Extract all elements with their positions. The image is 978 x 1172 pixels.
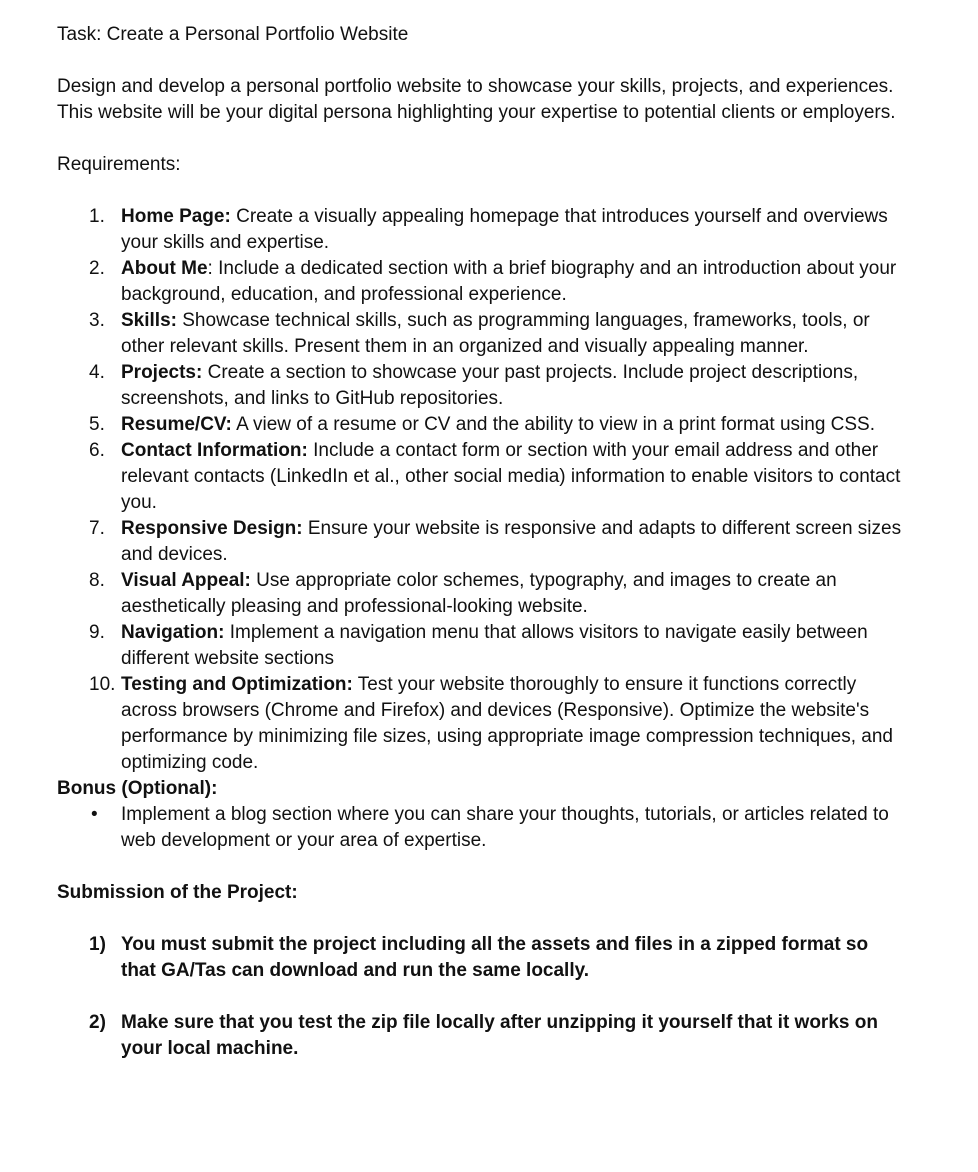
- requirement-item: [57, 204, 907, 256]
- item-number: 6.: [89, 440, 105, 461]
- item-number: 2.: [89, 258, 105, 279]
- document-title: Task: Create a Personal Portfolio Website: [57, 24, 409, 45]
- item-label: Responsive Design:: [121, 518, 303, 539]
- item-label: Resume/CV:: [121, 414, 232, 435]
- bullet-icon: •: [91, 804, 98, 825]
- item-label: Home Page:: [121, 206, 231, 227]
- submission-item: [57, 1010, 907, 1062]
- requirement-item: [57, 412, 907, 438]
- item-number: 9.: [89, 622, 105, 643]
- item-text: Showcase technical skills, such as programming languages, frameworks, tools, or other relevant skills. Present them in an organized and visually appealing manner.: [121, 310, 870, 357]
- submission-list: [57, 932, 907, 1062]
- requirement-item: [57, 620, 907, 672]
- requirement-item: [57, 438, 907, 516]
- item-text: Use appropriate color schemes, typography, and images to create an aesthetically pleasing and professional-looking website.: [121, 570, 837, 617]
- item-text: Create a section to showcase your past projects. Include project descriptions, screenshots, and links to GitHub repositories.: [121, 362, 859, 409]
- item-text: Make sure that you test the zip file locally after unzipping it yourself that it works on your local machine.: [121, 1012, 878, 1059]
- item-number: 5.: [89, 414, 105, 435]
- requirement-item: [57, 568, 907, 620]
- item-text: Implement a navigation menu that allows visitors to navigate easily between different website sections: [121, 622, 868, 669]
- item-text: Implement a blog section where you can share your thoughts, tutorials, or articles related to web development or your area of expertise.: [121, 804, 889, 851]
- requirements-list: [57, 204, 907, 776]
- item-label: Visual Appeal:: [121, 570, 251, 591]
- bonus-item: [57, 802, 907, 854]
- requirement-item: [57, 672, 907, 776]
- item-label: Skills:: [121, 310, 177, 331]
- item-number: 3.: [89, 310, 105, 331]
- item-text: A view of a resume or CV and the ability to view in a print format using CSS.: [231, 414, 876, 435]
- item-label: Projects:: [121, 362, 203, 383]
- item-number: 2): [89, 1012, 106, 1033]
- bonus-heading: Bonus (Optional):: [57, 778, 218, 799]
- item-text: Ensure your website is responsive and adapts to different screen sizes and devices.: [121, 518, 902, 565]
- item-label: Contact Information:: [121, 440, 308, 461]
- requirement-item: [57, 256, 907, 308]
- item-number: 10.: [89, 674, 116, 695]
- item-label: Testing and Optimization:: [121, 674, 353, 695]
- requirement-item: [57, 360, 907, 412]
- intro-paragraph: Design and develop a personal portfolio website to showcase your skills, projects, and experiences. This website will be your digital persona highlighting your expertise to potential clients or employers.: [57, 76, 896, 123]
- item-label: Navigation:: [121, 622, 225, 643]
- item-number: 1.: [89, 206, 105, 227]
- item-number: 1): [89, 934, 106, 955]
- requirement-item: [57, 308, 907, 360]
- item-number: 8.: [89, 570, 105, 591]
- item-text: You must submit the project including all the assets and files in a zipped format so that GA/Tas can download and run the same locally.: [121, 934, 869, 981]
- item-text: Test your website thoroughly to ensure it functions correctly across browsers (Chrome and Firefox) and devices (Responsive). Optimize the website's performance by minimizing file sizes, using appropriate image compression techniques, and optimizing code.: [121, 674, 893, 773]
- item-label: About Me: [121, 258, 208, 279]
- document-page: [57, 22, 907, 1088]
- submission-heading: Submission of the Project:: [57, 882, 298, 903]
- submission-item: [57, 932, 907, 984]
- item-number: 4.: [89, 362, 105, 383]
- item-text: Include a contact form or section with your email address and other relevant contacts (LinkedIn et al., other social media) information to enable visitors to contact you.: [121, 440, 901, 513]
- item-text: : Include a dedicated section with a brief biography and an introduction about your background, education, and professional experience.: [121, 258, 897, 305]
- bonus-list: [57, 802, 907, 854]
- item-text: Create a visually appealing homepage that introduces yourself and overviews your skills and expertise.: [121, 206, 888, 253]
- requirements-heading: Requirements:: [57, 154, 181, 175]
- item-number: 7.: [89, 518, 105, 539]
- requirement-item: [57, 516, 907, 568]
